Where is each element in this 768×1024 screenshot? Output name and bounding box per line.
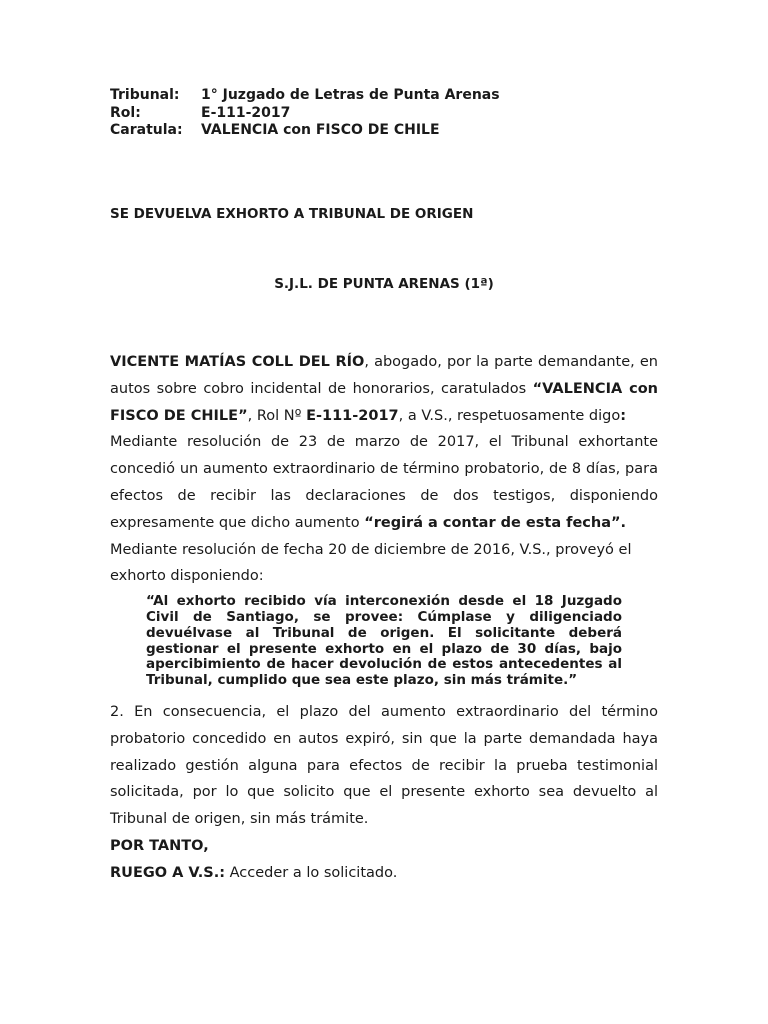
intro-text-1: , abogado, por la parte demandante, en autos sobre cobro incidental de honorarios, caratulados xyxy=(110,354,659,397)
ruego-text: Acceder a lo solicitado. xyxy=(225,864,398,881)
case-header xyxy=(110,87,500,140)
addressee: S.J.L. DE PUNTA ARENAS (1ª) xyxy=(274,276,494,292)
document-subject: SE DEVUELVA EXHORTO A TRIBUNAL DE ORIGEN xyxy=(110,206,474,222)
header-label: Caratula: xyxy=(110,122,183,138)
ruego-paragraph xyxy=(110,860,658,887)
header-row-tribunal xyxy=(110,87,500,105)
paragraph-resolution-december: Mediante resolución de fecha 20 de diciembre de 2016, V.S., proveyó el exhorto disponiendo: xyxy=(110,541,632,585)
paragraph-resolution-march xyxy=(110,429,658,536)
p1-text: Mediante resolución de 23 de marzo de 2017, el Tribunal exhortante concedió un aumento extraordinario de término probatorio, de 8 días, para efectos de recibir las declaraciones de dos testigos, disponiendo expresamente que dicho aumento xyxy=(110,434,658,531)
p1-quote: “regirá a contar de esta fecha” xyxy=(364,514,621,531)
por-tanto-label: POR TANTO, xyxy=(110,837,209,854)
header-value: E-111-2017 xyxy=(201,104,291,121)
intro-paragraph xyxy=(110,349,658,429)
por-tanto xyxy=(110,833,658,860)
header-label: Rol: xyxy=(110,104,141,121)
header-label: Tribunal: xyxy=(110,87,180,103)
header-value: VALENCIA con FISCO DE CHILE xyxy=(201,122,440,138)
block-quote: “Al exhorto recibido vía interconexión desde el 18 Juzgado Civil de Santiago, se provee: Cúmplase y diligenciado devuélvase al Tribunal de origen. El solicitante deberá gestionar el presente exhorto en el plazo de 30 días, bajo apercibimiento de hacer devolución de estos antecedentes al Tribunal, cumplido que sea este plazo, sin más trámite.” xyxy=(146,593,622,689)
intro-colon: : xyxy=(620,407,627,424)
header-row-rol xyxy=(110,105,500,123)
document-body xyxy=(110,349,658,887)
intro-text-2: , Rol Nº xyxy=(247,407,307,424)
header-value: 1° Juzgado de Letras de Punta Arenas xyxy=(201,87,500,103)
header-row-caratula xyxy=(110,122,500,140)
case-name: “VALENCIA con FISCO DE CHILE” xyxy=(110,380,658,424)
ruego-label: RUEGO A V.S.: xyxy=(110,864,226,881)
lawyer-name: VICENTE MATÍAS COLL DEL RÍO xyxy=(110,354,365,370)
p1-end: . xyxy=(620,514,627,531)
intro-text-3: , a V.S., respetuosamente digo xyxy=(398,407,621,424)
case-rol: E-111-2017 xyxy=(306,407,399,424)
paragraph-consequence: 2. En consecuencia, el plazo del aumento extraordinario del término probatorio concedido en autos expiró, sin que la parte demandada haya realizado gestión alguna para efectos de recibir la prueba testimonial solicitada, por lo que solicito que el presente exhorto sea devuelto al Tribunal de origen, sin más trámite. xyxy=(110,703,658,828)
